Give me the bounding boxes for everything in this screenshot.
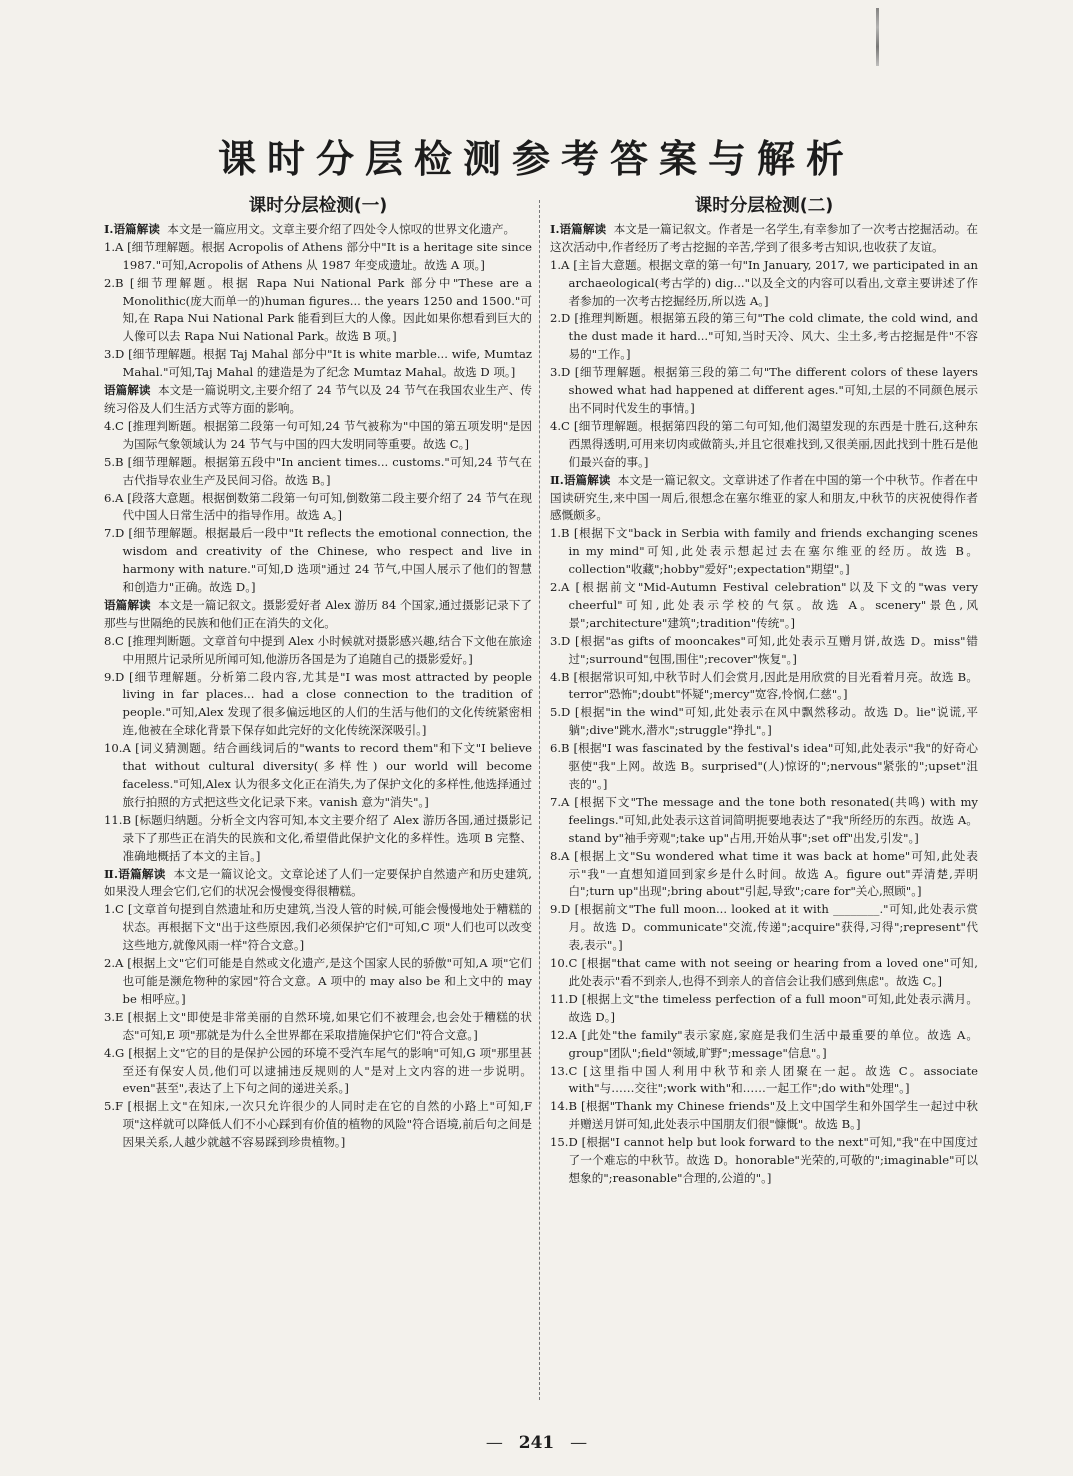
answer-item: 6.B [根据"I was fascinated by the festival's idea"可知,此处表示"我"的好奇心驱使"我"上网。故选 B。surprised"(人)惊讶的";nervous"紧张的";upset"沮丧的"。] <box>550 741 978 791</box>
answer-item: 8.C [推理判断题。文章首句中提到 Alex 小时候就对摄影感兴趣,结合下文他在旅途中用照片记录所见所闻可知,他游历各国是为了追随自己的摄影爱好。] <box>104 633 532 666</box>
passage-intro <box>550 472 978 526</box>
passage-intro <box>104 382 532 418</box>
answer-item: 4.B [根据常识可知,中秋节时人们会赏月,因此是用欣赏的目光看着月亮。故选 B。terror"恐怖";doubt"怀疑";mercy"宽容,怜悯,仁慈"。] <box>550 669 978 702</box>
answer-item: 9.D [细节理解题。分析第二段内容,尤其是"I was most attracted by people living in far places... had a close connection to the tradition of people."可知,Alex 发现了很多偏远地区的人们的生活与他们的文化传统紧密相连,他被在全球化背景下保存如此完好的文化传统深深吸引。] <box>104 669 532 738</box>
passage-intro-heading: Ⅰ.语篇解读 <box>550 221 607 236</box>
passage-intro-text: 本文是一篇议论文。文章论述了人们一定要保护自然遗产和历史建筑,如果没人理会它们,它们的状况会慢慢变得很糟糕。 <box>104 866 532 899</box>
answer-item: 12.A [此处"the family"表示家庭,家庭是我们生活中最重要的单位。故选 A。group"团队";field"领域,旷野";message"信息"。] <box>550 1027 978 1060</box>
passage-intro-heading: Ⅰ.语篇解读 <box>104 221 160 236</box>
page-number-dash-left: — <box>485 1433 503 1453</box>
passage-intro <box>104 597 532 633</box>
passage-intro-text: 本文是一篇记叙文。摄影爱好者 Alex 游历 84 个国家,通过摄影记录下了那些与世隔绝的民族和他们正在消失的文化。 <box>104 597 532 630</box>
scan-edge-mark <box>876 8 879 66</box>
answer-item: 3.D [根据"as gifts of mooncakes"可知,此处表示互赠月饼,故选 D。miss"错过";surround"包围,围住";recover"恢复"。] <box>550 633 978 666</box>
answer-item: 1.C [文章首句提到自然遗址和历史建筑,当没人管的时候,可能会慢慢地处于糟糕的状态。再根据下文"出于这些原因,我们必须保护它们"可知,C 项"人们也可以改变这些地方,就像风雨一样"符合文意。] <box>104 902 532 953</box>
passage-intro-text: 本文是一篇说明文,主要介绍了 24 节气以及 24 节气在我国农业生产、传统习俗及人们生活方式等方面的影响。 <box>104 383 532 415</box>
right-column <box>550 198 978 1188</box>
passage-intro <box>104 866 532 902</box>
page-number-footer <box>0 1433 1073 1453</box>
answer-item: 1.A [主旨大意题。根据文章的第一句"In January, 2017, we participated in an archaeological(考古学的) dig..."以及全文的内容可以看出,文章主要讲述了作者参加的一次考古挖掘经历,所以选 A。] <box>550 257 978 308</box>
answer-item: 6.A [段落大意题。根据倒数第二段第一句可知,倒数第二段主要介绍了 24 节气在现代中国人日常生活中的指导作用。故选 A。] <box>104 490 532 523</box>
page-number: 241 <box>518 1433 555 1453</box>
left-section-title: 课时分层检测(一) <box>248 196 388 216</box>
answer-item: 11.B [标题归纳题。分析全文内容可知,本文主要介绍了 Alex 游历各国,通过摄影记录下了那些正在消失的民族和文化,希望借此保护文化的多样性。选项 B 完整、准确地概括了本文的主旨。] <box>104 812 532 863</box>
page-number-dash-right: — <box>570 1433 588 1453</box>
answer-item: 15.D [根据"I cannot help but look forward to the next"可知,"我"在中国度过了一个难忘的中秋节。故选 D。honorable"光荣的,可敬的";imaginable"可以想象的";reasonable"合理的,公道的"。] <box>550 1135 978 1185</box>
answer-item: 2.D [推理判断题。根据第五段的第三句"The cold climate, the cold wind, and the dust made it hard..."可知,当时天冷、风大、尘土多,考古挖掘是件"不容易的"工作。] <box>550 311 978 362</box>
passage-intro <box>104 221 532 239</box>
answer-item: 9.D [根据前文"The full moon... looked at it with ________."可知,此处表示赏月。故选 D。communicate"交流,传递";acquire"获得,习得";represent"代表,表示"。] <box>550 902 978 953</box>
answer-item: 13.C [这里指中国人利用中秋节和亲人团聚在一起。故选 C。associate with"与……交往";work with"和……一起工作";do with"处理"。] <box>550 1063 979 1096</box>
answer-item: 5.B [细节理解题。根据第五段中"In ancient times... customs."可知,24 节气在古代指导农业生产及民间习俗。故选 B。] <box>104 454 532 487</box>
right-section-title: 课时分层检测(二) <box>694 196 834 216</box>
answer-item: 4.C [细节理解题。根据第四段的第二句可知,他们渴望发现的东西是十胜石,这种东西黑得透明,可用来切肉或做箭头,并且它很难找到,又很美丽,因此找到十胜石是他们最兴奋的事。] <box>550 418 978 469</box>
page-title: 课时分层检测参考答案与解析 <box>217 137 855 181</box>
answer-item: 1.B [根据下文"back in Serbia with family and friends exchanging scenes in my mind"可知,此处表示想起过去在塞尔维亚的经历。故选 B。collection"收藏";hobby"爱好";expectation"期望"。] <box>550 526 978 577</box>
column-divider <box>539 200 540 1400</box>
answer-item: 2.B [细节理解题。根据 Rapa Nui National Park 部分中"These are a Monolithic(庞大而单一的)human figures... the years 1250 and 1500."可知,在 Rapa Nui National Park 能看到巨大的人像。因此如果你想看到巨大的人像可以去 Rapa Nui National Park。故选 B 项。] <box>104 275 532 344</box>
answer-item: 4.G [根据上文"它的目的是保护公园的环境不受汽车尾气的影响"可知,G 项"那里甚至还有保安人员,他们可以逮捕违反规则的人"是对上文内容的进一步说明。even"甚至",表达了上下句之间的递进关系。] <box>104 1045 532 1096</box>
left-column <box>104 198 532 1152</box>
answer-item: 10.C [根据"that came with not seeing or hearing from a loved one"可知,此处表示"看不到亲人,也得不到亲人的音信会让我们感到焦虑"。故选 C。] <box>550 956 978 988</box>
passage-intro-text: 本文是一篇应用文。文章主要介绍了四处令人惊叹的世界文化遗产。 <box>167 221 516 236</box>
left-answer-list <box>104 221 532 1152</box>
answer-item: 10.A [词义猜测题。结合画线词后的"wants to record them"和下文"I believe that without cultural diversity(多样性) our world will become faceless."可知,Alex 认为很多文化正在消失,为了保护文化的多样性,他选择通过旅行拍照的方式把这些文化记录下来。vanish 意为"消失"。] <box>104 741 532 809</box>
answer-item: 7.A [根据下文"The message and the tone both resonated(共鸣) with my feelings."可知,此处表示这首词简明扼要地表达了"我"所经历的东西。故选 A。stand by"袖手旁观";take up"占用,开始从事";set off"出发,引发"。] <box>550 794 978 845</box>
answer-item: 2.A [根据上文"它们可能是自然或文化遗产,是这个国家人民的骄傲"可知,A 项"它们也可能是濒危物种的家园"符合文意。A 项中的 may also be 和上文中的 may be 相呼应。] <box>104 956 532 1006</box>
answer-item: 3.E [根据上文"即使是非常美丽的自然环境,如果它们不被理会,也会处于糟糕的状态"可知,E 项"那就是为什么全世界都在采取措施保护它们"符合文意。] <box>104 1009 532 1042</box>
answer-item: 1.A [细节理解题。根据 Acropolis of Athens 部分中"It is a heritage site since 1987."可知,Acropolis of Athens 从 1987 年变成遗址。故选 A 项。] <box>104 239 532 272</box>
passage-intro-heading: Ⅱ.语篇解读 <box>550 472 611 487</box>
passage-intro-heading: 语篇解读 <box>104 383 151 398</box>
passage-intro-text: 本文是一篇记叙文。文章讲述了作者在中国的第一个中秋节。作者在中国读研究生,来中国一周后,很想念在塞尔维亚的家人和朋友,中秋节的庆祝使得作者感慨颇多。 <box>550 472 978 523</box>
answer-item: 7.D [细节理解题。根据最后一段中"It reflects the emotional connection, the wisdom and creativity of the Chinese, who respect and live in harmony with nature."可知,D 选项"通过 24 节气,中国人展示了他们的智慧和创造力"正确。故选 D。] <box>104 526 532 595</box>
answer-item: 3.D [细节理解题。根据第三段的第二句"The different colors of these layers showed what had happened at different ages."可知,土层的不同颜色展示出不同时代发生的事情。] <box>550 365 978 415</box>
answer-item: 8.A [根据上文"Su wondered what time it was back at home"可知,此处表示"我"一直想知道回到家乡是什么时间。故选 A。figure out"弄清楚,弄明白";turn up"出现";bring about"引起,导致";care for"关心,照顾"。] <box>550 848 978 899</box>
right-answer-list <box>550 221 978 1188</box>
passage-intro-text: 本文是一篇记叙文。作者是一名学生,有幸参加了一次考古挖掘活动。在这次活动中,作者经历了考古挖掘的辛苦,学到了很多考古知识,也收获了友谊。 <box>550 221 978 254</box>
answer-item: 5.D [根据"in the wind"可知,此处表示在风中飘然移动。故选 D。lie"说谎,平躺";dive"跳水,潜水";struggle"挣扎"。] <box>550 705 978 738</box>
passage-intro-heading: Ⅱ.语篇解读 <box>104 866 166 881</box>
answer-item: 5.F [根据上文"在知床,一次只允许很少的人同时走在它的自然的小路上"可知,F 项"这样就可以降低人们不小心踩到有价值的植物的风险"符合语境,前后句之间是因果关系,人越少就越不容易踩到珍贵植物。] <box>104 1099 532 1150</box>
passage-intro-heading: 语篇解读 <box>104 597 151 612</box>
answer-item: 2.A [根据前文"Mid-Autumn Festival celebration"以及下文的"was very cheerful"可知,此处表示学校的气氛。故选 A。scenery"景色,风景";architecture"建筑";tradition"传统"。] <box>550 580 978 630</box>
answer-item: 11.D [根据上文"the timeless perfection of a full moon"可知,此处表示满月。故选 D。] <box>550 991 978 1024</box>
answer-item: 3.D [细节理解题。根据 Taj Mahal 部分中"It is white marble... wife, Mumtaz Mahal."可知,Taj Mahal 的建造是为了纪念 Mumtaz Mahal。故选 D 项。] <box>104 347 532 380</box>
answer-item: 14.B [根据"Thank my Chinese friends"及上文中国学生和外国学生一起过中秋并赠送月饼可知,此处表示中国朋友们很"慷慨"。故选 B。] <box>550 1099 978 1132</box>
answer-item: 4.C [推理判断题。根据第二段第一句可知,24 节气被称为"中国的第五项发明"是因为国际气象领域认为 24 节气与中国的四大发明同等重要。故选 C。] <box>104 418 532 451</box>
passage-intro <box>550 221 978 257</box>
